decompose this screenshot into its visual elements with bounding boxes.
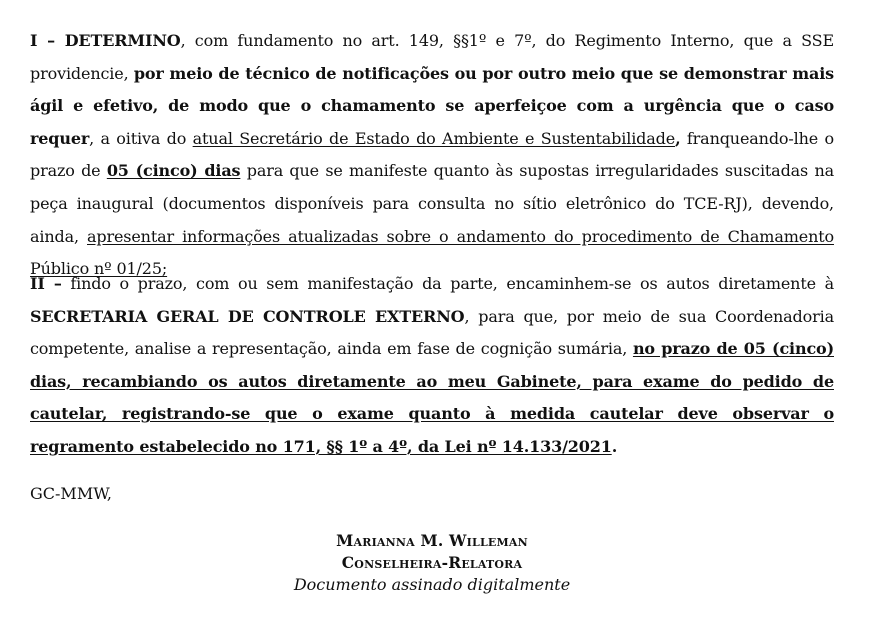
ii-heading: II – [30,274,62,293]
p1-text-4: para que se manifeste quanto às supostas irregularidades suscitadas na peça inaugural (documentos disponíveis para consulta no sítio eletrônico do TCE-RJ), devendo, ainda, [30,161,834,246]
p1-text-1: , com fundamento no art. 149, §§1º e 7º, do Regimento Interno, que a SSE providencie, [30,31,834,83]
p1-bold-urgency: por meio de técnico de notificações ou por outro meio que se demonstrar mais ágil e efetivo, de modo que o chamamento se aperfeiçoe com a urgência que o caso requer [30,63,835,148]
p1-deadline: 05 (cinco) dias [106,161,241,181]
p2-text-1: findo o prazo, com ou sem manifestação da parte, encaminhem-se os autos diretamente à [61,274,834,293]
paragraph-ii [30,268,834,464]
signer-role: Conselheira-Relatora [341,553,523,572]
p2-period: . [611,436,618,456]
p1-text-2: , a oitiva do [89,128,193,148]
digital-signature-note: Documento assinado digitalmente [293,575,571,594]
p2-secretaria: SECRETARIA GERAL DE CONTROLE EXTERNO [30,306,465,326]
p1-underlined-request: apresentar informações atualizadas sobre o andamento do procedimento de Chamamento Público nº 01/25; [30,226,834,279]
determino-heading: I – DETERMINO [30,31,181,50]
signer-name: Marianna M. Willeman [336,531,528,550]
signature-block [0,530,864,596]
paragraph-determino [30,25,834,286]
p1-text-3: franqueando-lhe o prazo de [30,128,834,181]
closing-initials: GC-MMW, [30,484,112,503]
p2-deadline-instructions: no prazo de 05 (cinco) dias, recambiando os autos diretamente ao meu Gabinete, para exame do pedido de cautelar, registrando-se que o exame quanto à medida cautelar deve observar o regramento estabelecido no 171, §§ 1º a 4º, da Lei nº 14.133/2021 [30,339,834,456]
p1-underlined-secretary: atual Secretário de Estado do Ambiente e Sustentabilidade [192,128,676,148]
p2-text-2: , para que, por meio de sua Coordenadoria competente, analise a representação, ainda em fase de cognição sumária, [30,306,834,359]
p1-comma: , [675,128,681,148]
